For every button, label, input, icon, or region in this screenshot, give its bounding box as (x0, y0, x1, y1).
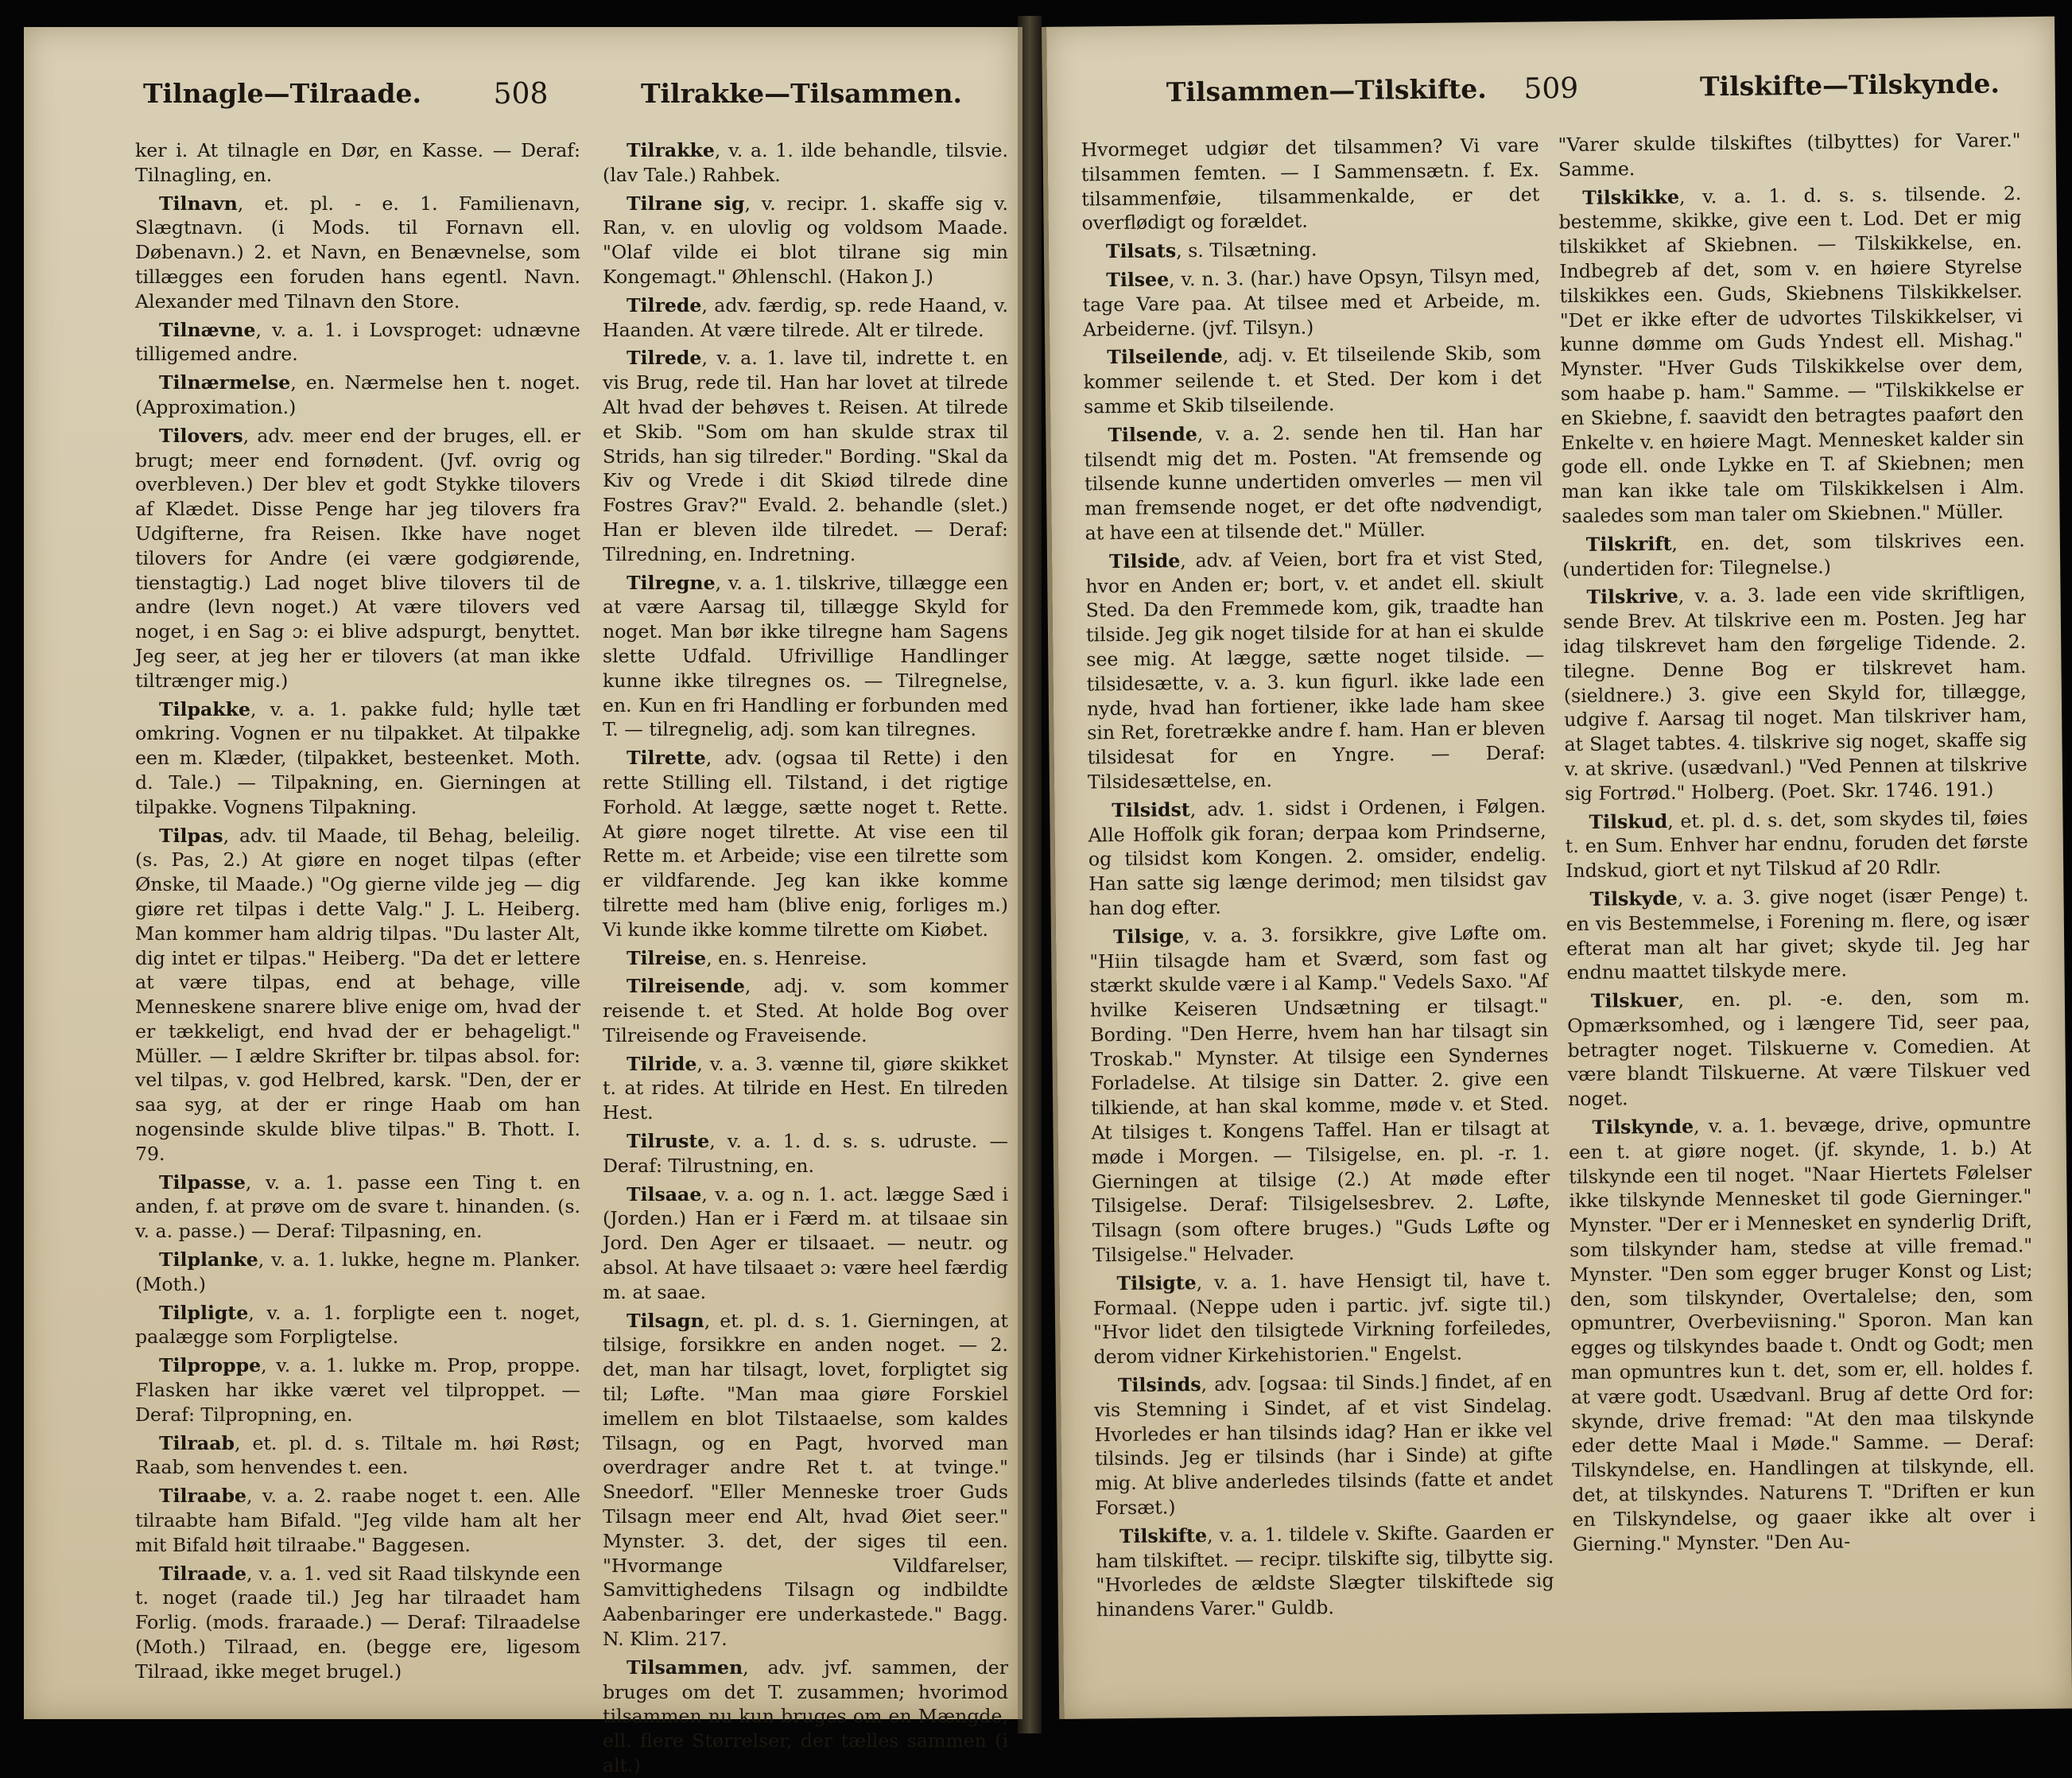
entry-headword: Tilrede (627, 347, 702, 370)
entry-headword: Tilskud (1589, 809, 1668, 833)
entry-definition: , adj. v. som kommer reisende t. et Sted. At holde Bog over Tilreisende og Fraveisende. (603, 975, 1008, 1046)
dictionary-entry (603, 138, 1008, 188)
entry-headword: Tilplanke (159, 1248, 258, 1271)
entry-headword: Tilregne (627, 571, 716, 594)
dictionary-entry (1558, 181, 2024, 529)
entry-definition: , v. a. 1. i Lovsproget: udnævne tilligemed andre. (135, 318, 580, 366)
entry-definition: , et. pl. d. s. det, som skydes til, føies t. en Sum. Enhver har endnu, foruden det første Indskud, giort et nyt Tilskud af 20 Rdlr. (1565, 806, 2028, 883)
entry-headword: Tilsee (1106, 268, 1170, 292)
entry-definition: , v. a. 1. bevæge, drive, opmuntre een t. at giøre noget. (jf. skynde, 1. b.) At tilskynde een til noget. "Naar Hiertets Følelser ikke tilskynde Mennesket til gode Gierninger." Mynster. "Der er i Mennesket en synderlig Drift, som tilskynder ham, stedse at ville fremad." Mynster. "Den som egger bruger Konst og List; den, som tilskynder, Overtalelse; den, som opmuntrer, Overbeviisning." Sporon. Man kan egges og tilskyndes baade t. Ondt og Godt; men man opmuntres kun t. det, som er, ell. holdes f. at være godt. Usædvanl. Brug af dette Ord for: skynde, drive fremad: "At den maa tilskynde eder dette Maal i Møde." Samme. — Deraf: Tilskyndelse, en. Handlingen at tilskynde, ell. det, at tilskyndes. Naturens T. "Driften er kun en Tilskyndelse, og gaaer ikke alt over i Gierning." Mynster. "Den Au- (1568, 1112, 2035, 1555)
dictionary-entry (135, 371, 580, 420)
right-column-a (1081, 133, 1554, 1688)
dictionary-entry (603, 946, 1008, 971)
entry-definition: Hvormeget udgiør det tilsammen? Vi vare tilsammen femten. — I Sammensætn. f. Ex. tilsammenføie, tilsammenkalde, er det overflødigt og forældet. (1081, 134, 1540, 235)
dictionary-entry (603, 1309, 1008, 1652)
entry-headword: Tilreisende (627, 975, 745, 998)
dictionary-entry (603, 1182, 1008, 1305)
entry-headword: Tilskrift (1585, 532, 1672, 556)
entry-definition: , adj. v. Et tilseilende Skib, som kommer seilende t. et Sted. Der kom i det samme et Skib tilseilende. (1083, 341, 1542, 418)
entry-headword: Tilsaae (627, 1182, 702, 1205)
entry-definition: , en. s. Henreise. (706, 946, 867, 969)
dictionary-entry (1088, 794, 1547, 921)
entry-headword: Tilsende (1108, 422, 1197, 446)
entry-headword: Tilrane sig (627, 192, 745, 215)
entry-definition: , v. a. 1. have Hensigt til, have t. Formaal. (Neppe uden i partic. jvf. sigte til.) "Hvor lidet den tilsigtede Virkning forfeiledes, derom vidner Kirkehistorien." Engelst. (1092, 1268, 1552, 1368)
entry-definition: , adv. af Veien, bort fra et vist Sted, hvor en Anden er; bort, v. et andet ell. skiult Sted. Da den Fremmede kom, gik, traadte han tilside. Jeg gik noget tilside for at han ei skulde see mig. At lægge, sætte noget tilside. — tilsidesætte, v. a. 3. kun figurl. ikke lade een nyde, hvad han fortiener, ikke lade ham skee sin Ret, foretrække andre f. ham. Han er bleven tilsidesat for en Yngre. — Deraf: Tilsidesættelse, en. (1085, 545, 1546, 794)
right-column-b (1558, 128, 2036, 1683)
entry-definition: , adv. (ogsaa til Rette) i den rette Stilling ell. Tilstand, i det rigtige Forhold. At lægge, sætte noget t. Rette. At giøre noget tilrette. At vise een til Rette m. et Arbeide; vise een tilrette som er vildfarende. Jeg kan ikke komme tilrette med ham (blive enig, forliges m.) Vi kunde ikke komme tilrette om Kiøbet. (603, 747, 1008, 941)
dictionary-entry (1094, 1368, 1554, 1520)
entry-headword: Tilrakke (627, 139, 715, 161)
dictionary-entry (135, 1248, 580, 1297)
dictionary-entry (135, 1562, 580, 1684)
left-page-number: 508 (493, 78, 549, 111)
entry-headword: Tilseilende (1107, 345, 1223, 369)
entry-headword: Tilraade (159, 1562, 246, 1585)
dictionary-entry (1567, 984, 2031, 1112)
dictionary-entry (1082, 235, 1540, 265)
right-page (1042, 17, 2072, 1719)
entry-definition: , en. pl. -e. den, som m. Opmærksomhed, og i længere Tid, seer paa, betragter noget. Tilskuerne v. Comedien. At være blandt Tilskuerne. At være Tilskuer ved noget. (1567, 985, 2031, 1111)
dictionary-entry (603, 1656, 1008, 1778)
entry-headword: Tilrette (627, 747, 706, 770)
entry-definition: , v. a. 1. lukke m. Prop, proppe. Flasken har ikke været vel tilproppet. — Deraf: Tilpropning, en. (135, 1354, 580, 1426)
entry-headword: Tilraab (159, 1431, 235, 1454)
dictionary-entry (1566, 883, 2029, 985)
dictionary-entry (1568, 1111, 2035, 1556)
entry-headword: Tilsidst (1112, 798, 1190, 821)
entry-definition: , adv. meer end der bruges, ell. er brugt; meer end fornødent. (Jvf. ovrig og overbleven.) Der blev et godt Stykke tilovers af Klædet. Disse Penge har jeg tilovers fra Udgifterne, fra Reisen. Ikke have noget tilovers for Andre (ei være godgiørende, tienstagtig.) Lad noget blive tilovers til de andre (levn noget.) At være tilovers ved noget, i en Sag ɔ: ei blive adspurgt, benyttet. Jeg seer, at jeg her er tilovers (at man ikke tiltrænger mig.) (135, 424, 580, 692)
right-head-first-word: Tilsammen—Tilskifte. (1166, 73, 1488, 108)
dictionary-entry (135, 318, 580, 367)
entry-headword: Tilpas (159, 824, 223, 847)
dictionary-entry (603, 571, 1008, 743)
left-column-a (135, 138, 580, 1689)
right-page-number: 509 (1523, 72, 1579, 106)
entry-definition: , adv. 1. sidst i Ordenen, i Følgen. Alle Hoffolk gik foran; derpaa kom Prindserne, og tilsidst kom Kongen. 2. omsider, endelig. Han satte sig længe derimod; men tilsidst gav han dog efter. (1088, 794, 1547, 920)
left-running-head (56, 78, 986, 134)
entry-headword: Tilruste (627, 1130, 710, 1153)
dictionary-entry (135, 1301, 580, 1350)
entry-headword: Tilsinds (1117, 1373, 1201, 1397)
entry-definition: , v. a. 1. tildele v. Skifte. Gaarden er ham tilskiftet. — recipr. tilskifte sig, tilbytte sig. "Hvorledes de ældste Slægter tilskiftede sig hinandens Varer." Guldb. (1096, 1520, 1554, 1621)
right-running-head (1079, 68, 2024, 133)
entry-definition: , v. a. 3. lade een vide skriftligen, sende Brev. At tilskrive een m. Posten. Jeg har idag tilskrevet ham den førgelige Tidende. 2. tilegne. Denne Bog er tilskrevet ham. (sieldnere.) 3. give een Skyld for, tillægge, udgive f. Aarsag til noget. Man tilskriver ham, at Slaget tabtes. 4. tilskrive sig noget, skaffe sig v. at skrive. (usædvanl.) "Ved Pennen at tilskrive sig Fortrød." Holberg. (Poet. Skr. 1746. 191.) (1562, 581, 2027, 805)
dictionary-entry (1089, 920, 1550, 1268)
entry-definition: , en. det, som tilskrives een. (undertiden for: Tilegnelse.) (1562, 528, 2025, 580)
dictionary-entry (603, 192, 1008, 289)
entry-headword: Tilskrive (1586, 584, 1678, 609)
entry-definition: , v. a. 1. tilskrive, tillægge een at være Aarsag til, tillægge Skyld for noget. Man bør ikke tilregne ham Sagens slette Udfald. Ufrivillige Handlinger kunne ikke tilregnes os. — Tilregnelse, en. Kun en fri Handling er forbunden med T. — tilregnelig, adj. som kan tilregnes. (603, 571, 1008, 741)
entry-definition: , v. a. 3. give noget (især Penge) t. en vis Bestemmelse, i Forening m. flere, og især efterat man alt har givet; skyde til. Jeg har endnu maattet tilskyde mere. (1566, 883, 2030, 984)
entry-definition: , s. Tilsætning. (1176, 238, 1317, 262)
dictionary-entry (135, 1431, 580, 1481)
dictionary-entry (1565, 806, 2028, 883)
entry-definition: , v. a. 2. sende hen til. Han har tilsendt mig det m. Posten. "At fremsende og tilsende kunne undertiden omverles — men vil man fremsende noget, er det ofte nødvendigt, at have een at tilsende det." Müller. (1084, 419, 1543, 545)
entry-headword: Tilsigte (1116, 1271, 1197, 1295)
dictionary-entry (603, 346, 1008, 566)
dictionary-entry (1081, 133, 1539, 235)
entry-headword: Tilrede (627, 293, 702, 316)
dictionary-entry (135, 1484, 580, 1557)
entry-definition: , v. a. 1. lukke, hegne m. Planker. (Moth.) (135, 1248, 580, 1295)
entry-headword: Tilnærmelse (159, 371, 291, 394)
dictionary-entry (603, 1129, 1008, 1178)
dictionary-entry (135, 192, 580, 314)
left-column-b (603, 138, 1009, 1776)
entry-definition: , adv. til Maade, til Behag, beleilig. (s. Pas, 2.) At giøre en noget tilpas (efter Ønske, til Maade.) "Og gierne vilde jeg — dig giøre ret tilpas i dette Valg." J. L. Heiberg. Man kommer ham aldrig tilpas. "Du laster Alt, dig intet er tilpas." Heiberg. "Da det er lettere at være tilpas, end at behage, ville Menneskene snarere blive enige om, hvad der er tækkeligt, end hvad der er behageligt." Müller. — I ældre Skrifter br. tilpas absol. for: vel tilpas, v. god Helbred, karsk. "Den, der er saa syg, at der er ringe Haab om han nogensinde skulde blive tilpas." B. Thott. I. 79. (135, 824, 580, 1165)
entry-definition: , v. a. 1. lave til, indrette t. en vis Brug, rede til. Han har lovet at tilrede Alt hvad der behøves t. Reisen. At tilrede et Skib. "Som om han skulde strax til Strids, han sig tilreder." Bording. "Skal da Kiv og Vrede i dit Skiød tilrede dine Fostres Grav?" Evald. 2. behandle (slet.) Han er bleven ilde tilredet. — Deraf: Tilredning, en. Indretning. (603, 347, 1008, 565)
dictionary-entry (1562, 528, 2026, 582)
entry-definition: , adv. jvf. sammen, der bruges om det T. zusammen; hvorimod tilsammen nu kun bruges om en Mængde, ell. flere Størrelser, der tælles sammen (i alt.) (603, 1656, 1008, 1776)
entry-headword: Tilside (1108, 549, 1181, 573)
entry-headword: Tilride (627, 1052, 697, 1075)
entry-headword: Tilnævne (159, 318, 256, 341)
entry-definition: , adv. [ogsaa: til Sinds.] findet, af en vis Stemning i Sindet, af et vist Sindelag. Hvorledes er han tilsinds idag? Han er ikke vel tilsinds. Jeg er tilsinds (har i Sinde) at gifte mig. At blive anderledes tilsinds (fatte et andet Forsæt.) (1094, 1369, 1554, 1520)
entry-headword: Tilskikke (1582, 185, 1680, 209)
entry-definition: , v. recipr. 1. skaffe sig v. Ran, v. en ulovlig og voldsom Maade. "Olaf vilde ei blot tilrane sig min Kongemagt." Øhlenschl. (Hakon J.) (603, 192, 1009, 288)
entry-headword: Tilraabe (159, 1485, 246, 1508)
entry-headword: Tilskuer (1590, 988, 1678, 1012)
entry-definition: , et. pl. d. s. 1. Gierningen, at tilsige, forsikkre en anden noget. — 2. det, man har tilsagt, lovet, forpligtet sig til; Løfte. "Man maa giøre Forskiel imellem en blot Tilstaaelse, som kaldes Tilsagn, og en Pagt, hvorved man overdrager andre Ret t. at tvinge." Sneedorf. "Eller Menneske troer Guds Tilsagn meer end Alt, hvad Øiet seer." Mynster. 3. det, der siges til een. "Hvormange Vildfarelser, Samvittighedens Tilsagn og indbildte Aabenbaringer ere underkastede." Bagg. N. Klim. 217. (603, 1309, 1008, 1651)
entry-headword: Tilpligte (159, 1301, 249, 1324)
entry-headword: Tilreise (627, 946, 707, 969)
entry-headword: Tilovers (159, 424, 243, 447)
entry-definition: , et. pl. d. s. Tiltale m. høi Røst; Raab, som henvendes t. een. (135, 1431, 580, 1479)
dictionary-entry (135, 138, 580, 188)
entry-definition: , v. a. 1. pakke fuld; hylle tæt omkring. Vognen er nu tilpakket. At tilpakke een m. Klæder, (tilpakket, besteenket. Moth. d. Tale.) — Tilpakning, en. Gierningen at tilpakke. Vognens Tilpakning. (135, 697, 580, 818)
dictionary-entry (135, 424, 580, 693)
dictionary-entry (1096, 1520, 1554, 1622)
entry-definition: , en. Nærmelse hen t. noget. (Approximation.) (135, 371, 580, 418)
dictionary-entry (603, 974, 1008, 1047)
entry-definition: , v. a. 1. d. s. s. tilsende. 2. bestemme, skikke, give een t. Lod. Det er mig tilskikket af Skiebnen. — Tilskikkelse, en. Indbegreb af det, som v. en høiere Styrelse tilskikkes een. Guds, Skiebnens Tilskikkelser. "Det er ikke efter de udvortes Tilskikkelser, vi kunne dømme om Guds Yndest ell. Mishag." Mynster. "Hver Guds Tilskikkelse over dem, som haabe p. ham." Samme. — "Tilskikkelse er en Skiebne, f. saavidt den betragtes paaført den Enkelte v. en høiere Magt. Mennesket kalder sin gode ell. onde Lykke en T. af Skiebnen; men man kan ikke tale om Tilskikkelsen i Alm. saaledes som man taler om Skiebnen." Müller. (1558, 181, 2025, 528)
dictionary-entry (1085, 545, 1546, 794)
left-head-first-word: Tilnagle—Tilraade. (143, 78, 421, 109)
dictionary-entry (603, 746, 1008, 941)
entry-definition: , v. a. 1. passe een Ting t. en anden, f. at prøve om de svare t. hinanden. (s. v. a. passe.) — Deraf: Tilpasning, en. (135, 1170, 580, 1243)
entry-headword: Tilskifte (1119, 1524, 1208, 1547)
entry-headword: Tilsagn (627, 1309, 704, 1332)
entry-definition: , v. a. 1. forpligte een t. noget, paalægge som Forpligtelse. (135, 1301, 580, 1349)
entry-definition: , v. a. 3. forsikkre, give Løfte om. "Hiin tilsagde ham et Sværd, som fast og stærkt skulde være i al Kamp." Vedels Saxo. "Af hvilke Keiseren Undsætning er tilsagt." Bording. "Den Herre, hvem han har tilsagt sin Troskab." Mynster. At tilsige een Syndernes Forladelse. At tilsige sin Datter. 2. give een tilkiende, at han skal komme, møde v. et Sted. At tilsiges t. Kongens Taffel. Han er tilsagt at møde i Morgen. — Tilsigelse, en. pl. -r. 1. Gierningen at tilsige (2.) At møde efter Tilsigelse. Deraf: Tilsigelsesbrev. 2. Løfte, Tilsagn (som oftere bruges.) "Guds Løfte og Tilsigelse." Helvader. (1089, 921, 1550, 1267)
entry-definition: , et. pl. - e. 1. Familienavn, Slægtnavn. (i Mods. til Fornavn ell. Døbenavn.) 2. et Navn, en Benævnelse, som tillægges een foruden hans egentl. Navn. Alexander med Tilnavn den Store. (135, 192, 580, 313)
entry-headword: Tilskynde (1592, 1115, 1694, 1139)
entry-definition: , v. a. 1. ved sit Raad tilskynde een t. noget (raade til.) Jeg har tilraadet ham Forlig. (mods. fraraade.) — Deraf: Tilraadelse (Moth.) Tilraad, en. (begge ere, ligesom Tilraad, ikke meget brugel.) (135, 1562, 580, 1683)
entry-headword: Tilsige (1112, 924, 1185, 948)
dictionary-entry (1558, 128, 2021, 182)
entry-definition: , v. a. 3. vænne til, giøre skikket t. at rides. At tilride en Hest. En tilreden Hest. (603, 1052, 1008, 1124)
entry-definition: "Varer skulde tilskiftes (tilbyttes) for Varer." Samme. (1558, 129, 2021, 181)
entry-definition: , v. a. 1. d. s. s. udruste. — Deraf: Tilrustning, en. (603, 1130, 1008, 1177)
left-head-last-word: Tilrakke—Tilsammen. (640, 78, 962, 109)
entry-definition: , v. n. 3. (har.) have Opsyn, Tilsyn med, tage Vare paa. At tilsee med et Arbeide, m. Arbeiderne. (jvf. Tilsyn.) (1082, 264, 1541, 341)
entry-headword: Tilnavn (159, 192, 238, 215)
dictionary-entry (603, 1052, 1008, 1125)
entry-headword: Tilsats (1105, 239, 1177, 263)
entry-definition: , v. a. 2. raabe noget t. een. Alle tilraabte ham Bifald. "Jeg vilde ham alt her mit Bifald høit tilraabe." Baggesen. (135, 1485, 580, 1556)
entry-headword: Tilproppe (159, 1354, 262, 1377)
dictionary-entry (1562, 580, 2027, 806)
entry-definition: , v. a. 1. ilde behandle, tilsvie. (lav Tale.) Rahbek. (603, 139, 1008, 186)
entry-definition: ker i. At tilnagle en Dør, en Kasse. — Deraf: Tilnagling, en. (135, 139, 580, 186)
entry-headword: Tilskyde (1589, 887, 1678, 910)
right-head-last-word: Tilskifte—Tilskynde. (1699, 68, 2000, 103)
dictionary-entry (603, 293, 1008, 343)
dictionary-entry (135, 1170, 580, 1244)
dictionary-entry (1084, 418, 1543, 545)
dictionary-entry (135, 1353, 580, 1427)
entry-headword: Tilpakke (159, 697, 250, 720)
entry-headword: Tilsammen (627, 1656, 743, 1679)
dictionary-entry (1082, 263, 1541, 341)
entry-definition: , adv. færdig, sp. rede Haand, v. Haanden. At være tilrede. Alt er tilrede. (603, 293, 1008, 341)
dictionary-entry (135, 697, 580, 820)
dictionary-entry (135, 824, 580, 1167)
entry-definition: , v. a. og n. 1. act. lægge Sæd i (Jorden.) Han er i Færd m. at tilsaae sin Jord. Den Ager er tilsaaet. — neutr. og absol. At have tilsaaet ɔ: være heel færdig m. at saae. (603, 1182, 1008, 1303)
dictionary-entry (1083, 341, 1542, 419)
left-page (24, 27, 1022, 1776)
dictionary-entry (1092, 1267, 1551, 1369)
entry-headword: Tilpasse (159, 1170, 246, 1194)
